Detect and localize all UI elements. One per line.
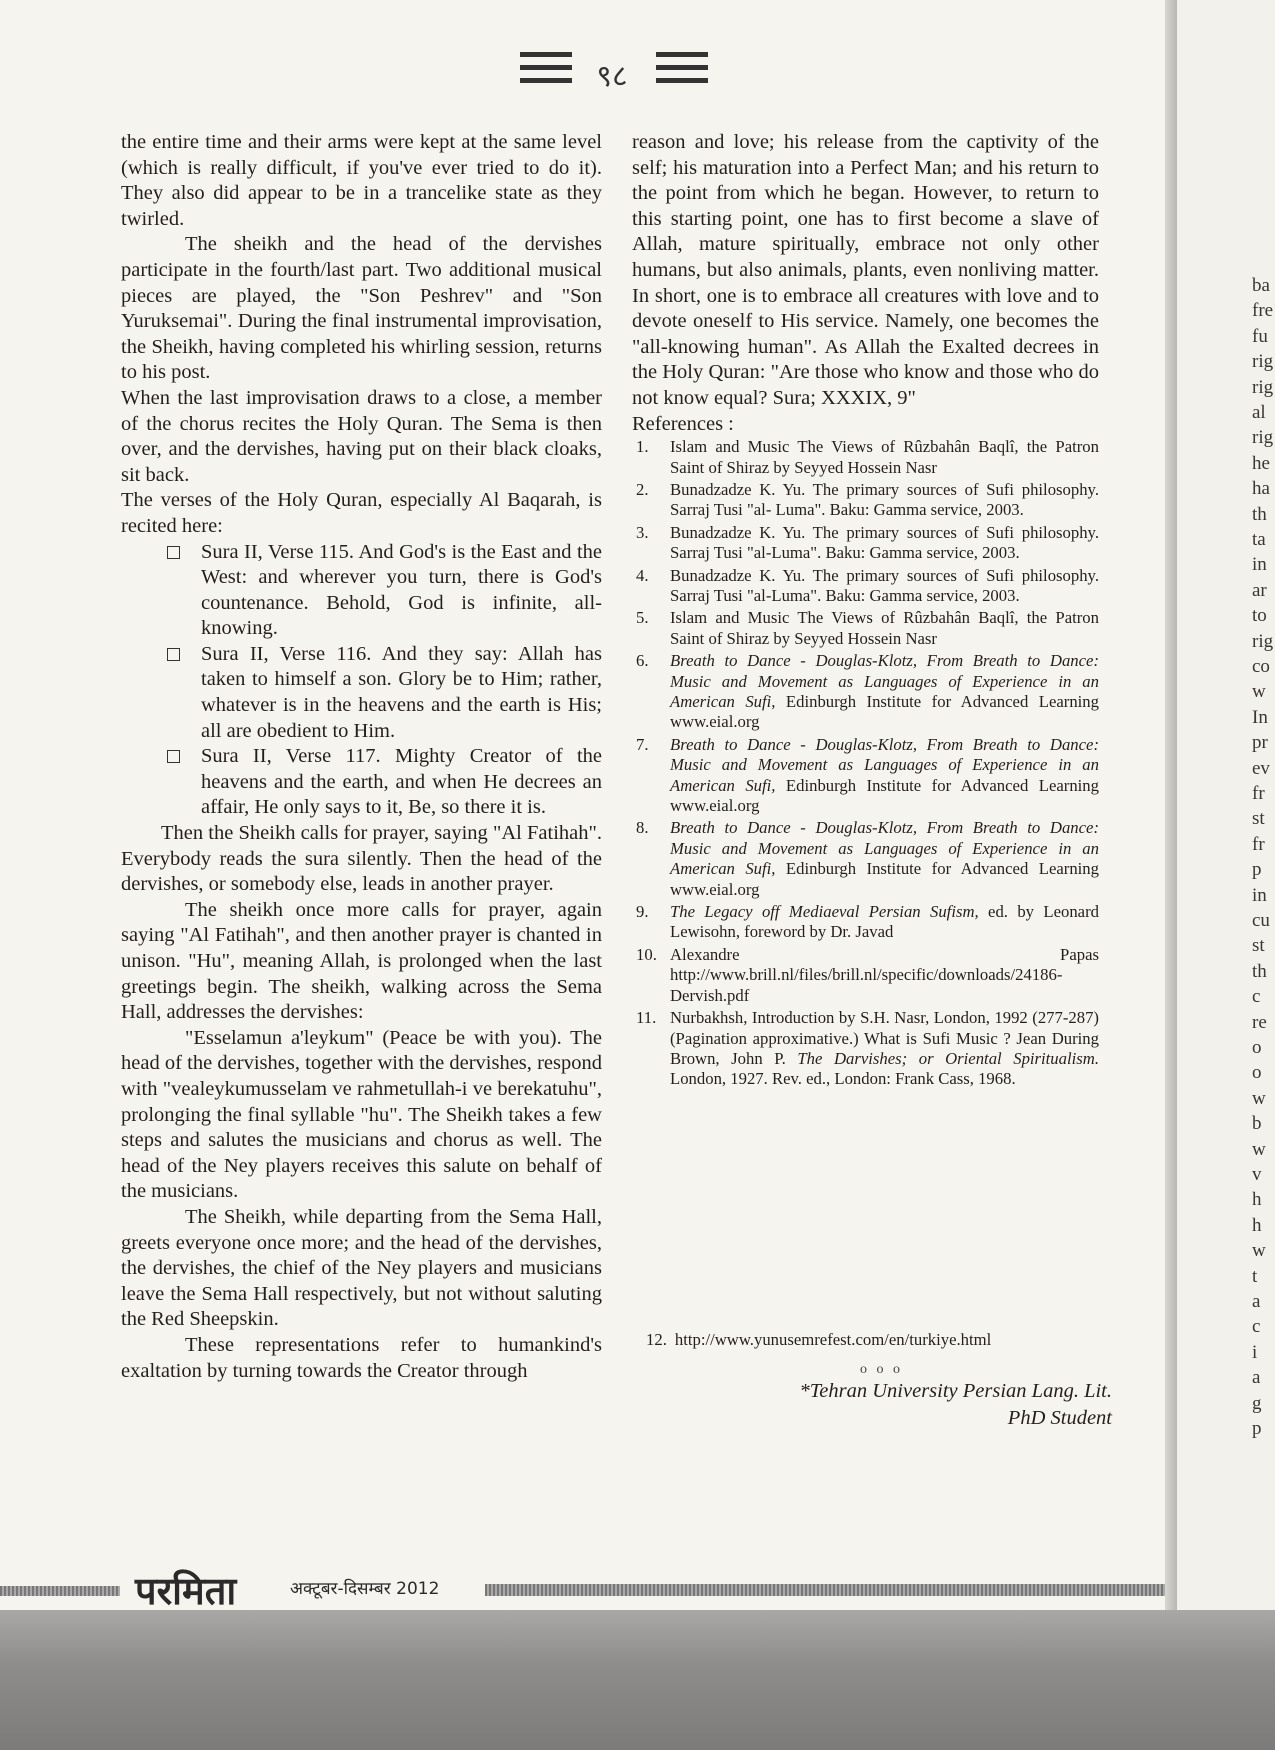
author-note: *Tehran University Persian Lang. Lit. PhD Student: [799, 1380, 1112, 1429]
facing-page-fragment: h: [1252, 1189, 1262, 1211]
facing-page-fragment: rig: [1252, 427, 1274, 449]
facing-page-fragment: th: [1252, 503, 1267, 525]
facing-page-fragment: v: [1252, 1164, 1262, 1185]
reference-item: 2. Bunadzadze K. Yu. The primary sources of Sufi philosophy. Sarraj Tusi "al- Luma". Baku: Gamma service, 2003.: [636, 479, 1099, 520]
reference-item: 4. Bunadzadze K. Yu. The primary sources of Sufi philosophy. Sarraj Tusi "al-Luma". Baku: Gamma service, 2003.: [636, 565, 1099, 605]
page-number: ९८: [596, 60, 628, 93]
reference-item: 5. Islam and Music The Views of Rûzbahân Baqlî, the Patron Saint of Shiraz by Seyyed Hossein Nasr: [636, 608, 1099, 648]
checkbox-bullet-icon: [167, 750, 180, 763]
reference-item: 3. Bunadzadze K. Yu. The primary sources of Sufi philosophy. Sarraj Tusi "al-Luma". Baku: Gamma service, 2003.: [636, 522, 1099, 563]
facing-page-fragment: In: [1252, 706, 1268, 728]
paragraph: When the last improvisation draws to a close, a member of the chorus recites the Holy Quran. The Sema is then over, and the dervishes, having put on their black cloaks, sit back.: [121, 386, 602, 486]
reference-item: 6. Breath to Dance - Douglas-Klotz, From Breath to Dance: Music and Movement as Languages of Experience in an American Sufi, Edinburgh Institute for Advanced Learning www.eial.org: [636, 651, 1099, 732]
facing-page-fragment: i: [1252, 1341, 1258, 1363]
facing-page-fragment: st: [1252, 935, 1265, 957]
paragraph: The Sheikh, while departing from the Sema Hall, greets everyone once more; and the head of the dervishes, the dervishes, the chief of the Ney players and musicians leave the Sema Hall respectively, but not without saluting the Red Sheepskin.: [121, 1205, 602, 1331]
facing-page-fragment: fr: [1252, 783, 1265, 804]
paragraph: "Esselamun a'leykum" (Peace be with you). The head of the dervishes, together with the dervishes, respond with "vealeykumusselam ve rahmetullah-i ve berekatuhu", prolonging the final syllable "hu". The Sheikh takes a few steps and salutes the musicians and chorus as well. The head of the Ney players receives this salute on behalf of the musicians.: [121, 1026, 602, 1203]
facing-page-fragment: co: [1252, 656, 1270, 677]
reference-item: 8. Breath to Dance - Douglas-Klotz, From Breath to Dance: Music and Movement as Languages of Experience in an American Sufi, Edinburgh Institute for Advanced Learning www.eial.org: [636, 818, 1099, 899]
verse-item: Sura II, Verse 115. And God's is the East and the West: and wherever you turn, there is God's countenance. Behold, God is infinite, all-knowing.: [121, 540, 602, 642]
checkbox-bullet-icon: [167, 648, 180, 661]
facing-page-edge: [1177, 0, 1275, 1610]
facing-page-fragment: g: [1252, 1392, 1262, 1414]
facing-page-fragment: o: [1252, 1062, 1262, 1084]
paragraph: The sheikh once more calls for prayer, again saying "Al Fatihah", and then another prayer is chanted in unison. "Hu", meaning Allah, is prolonged when the last greetings begin. The sheikh, walking across the Sema Hall, addresses the dervishes:: [121, 898, 602, 1024]
facing-page-fragment: h: [1252, 1214, 1262, 1236]
reference-item: 7. Breath to Dance - Douglas-Klotz, From Breath to Dance: Music and Movement as Languages of Experience in an American Sufi, Edinburgh Institute for Advanced Learning www.eial.org: [636, 734, 1099, 816]
facing-page-fragment: rig: [1252, 351, 1274, 373]
verse-item: Sura II, Verse 116. And they say: Allah has taken to himself a son. Glory be to Him; rather, whatever is in the heavens and the earth is His; all are obedient to Him.: [121, 642, 602, 744]
facing-page-fragment: rig: [1252, 376, 1274, 398]
reference-item: 12. http://www.yunusemrefest.com/en/turkiye.html: [646, 1330, 992, 1349]
page-gutter: [1165, 0, 1177, 1610]
facing-page-fragment: cu: [1252, 910, 1270, 931]
checkbox-bullet-icon: [167, 546, 180, 559]
facing-page-fragment: ba: [1252, 275, 1270, 296]
facing-page-fragment: fr: [1252, 833, 1265, 855]
facing-page-fragment: o: [1252, 1037, 1262, 1058]
separator: o o o: [860, 1362, 903, 1377]
paragraph: reason and love; his release from the captivity of the self; his maturation into a Perfect Man; and his return to the point from which he began. However, to return to this starting point, one has to first become a slave of Allah, mature spiritually, embrace not only other humans, but also animals, plants, even nonliving matter. In short, one is to embrace all creatures with love and to devote oneself to His service. Namely, one becomes the "all-knowing human". As Allah the Exalted decrees in the Holy Quran: "Are those who know and those who do not know equal? Sura; XXXIX, 9": [632, 131, 1099, 409]
facing-page-fragment: p: [1252, 859, 1262, 881]
facing-page-fragment: w: [1252, 1087, 1266, 1109]
facing-page-fragment: rig: [1252, 630, 1274, 652]
footer-rule-right: [485, 1584, 1165, 1596]
facing-page-fragment: in: [1252, 884, 1267, 906]
scan-bottom-shadow: [0, 1610, 1275, 1750]
facing-page-fragment: fu: [1252, 325, 1268, 347]
facing-page-fragment: he: [1252, 452, 1270, 474]
facing-page-fragment: th: [1252, 960, 1267, 982]
paragraph: These representations refer to humankind's exaltation by turning towards the Creator through: [121, 1333, 602, 1382]
page-footer: [0, 1569, 1165, 1613]
facing-page-fragment: ta: [1252, 529, 1266, 550]
right-column: [632, 130, 1099, 1092]
reference-item: 1. Islam and Music The Views of Rûzbahân Baqlî, the Patron Saint of Shiraz by Seyyed Hossein Nasr: [636, 437, 1099, 477]
facing-page-fragment: pr: [1252, 732, 1268, 754]
facing-page-fragment: b: [1252, 1113, 1262, 1135]
references-heading: References :: [632, 412, 734, 435]
facing-page-fragment: t: [1252, 1265, 1258, 1287]
paragraph: Then the Sheikh calls for prayer, saying "Al Fatihah". Everybody reads the sura silently. Then the head of the dervishes, or somebody else, leads in another prayer.: [121, 822, 602, 896]
reference-item: 11. Nurbakhsh, Introduction by S.H. Nasr, London, 1992 (277-287) (Pagination approximative.) What is Sufi Music ? Jean During Brown, John P. The Darvishes; or Oriental Spiritualism. London, 1927. Rev. ed., London: Frank Cass, 1968.: [636, 1008, 1099, 1089]
verse-item: Sura II, Verse 117. Mighty Creator of the heavens and the earth, and when He decrees an affair, He only says to it, Be, so there it is.: [121, 744, 602, 821]
facing-page-fragment: c: [1252, 986, 1261, 1008]
page-header: [520, 40, 700, 100]
paragraph: the entire time and their arms were kept at the same level (which is really difficult, if you've ever tried to do it). They also did appear to be in a trancelike state as they twirled.: [121, 131, 602, 230]
facing-page-fragment: a: [1252, 1291, 1261, 1312]
facing-page-fragment: w: [1252, 681, 1266, 703]
facing-page-fragment: c: [1252, 1316, 1261, 1338]
issue-date: अक्टूबर-दिसम्बर 2012: [290, 1579, 440, 1599]
paragraph: The sheikh and the head of the dervishes participate in the fourth/last part. Two additional musical pieces are played, the "Son Peshrev" and "Son Yuruksemai". During the final instrumental improvisation, the Sheikh, having completed his whirling session, returns to his post.: [121, 233, 602, 384]
references-list: [632, 437, 1099, 1090]
header-ornament-right: [656, 52, 708, 92]
reference-item: 10. Alexandre Papas http://www.brill.nl/files/brill.nl/specific/downloads/24186-Dervish.pdf: [636, 944, 1099, 1005]
facing-page-fragment: p: [1252, 1418, 1262, 1439]
facing-page-fragment: in: [1252, 554, 1267, 576]
facing-page-fragment: to: [1252, 605, 1267, 627]
magazine-title: परमिता: [135, 1569, 237, 1613]
reference-item: 9. The Legacy off Mediaeval Persian Sufism, ed. by Leonard Lewisohn, foreword by Dr. Javad: [636, 902, 1099, 942]
facing-page-fragment: al: [1252, 402, 1266, 423]
footer-rule-left: [0, 1586, 120, 1596]
facing-page-fragment: ha: [1252, 478, 1270, 500]
header-ornament-left: [520, 52, 572, 92]
left-column: [121, 130, 602, 1384]
facing-page-fragment: re: [1252, 1011, 1267, 1033]
facing-page-fragment: ar: [1252, 579, 1267, 601]
facing-page-fragment: w: [1252, 1138, 1266, 1160]
paragraph: The verses of the Holy Quran, especially Al Baqarah, is recited here:: [121, 489, 602, 537]
facing-page-fragment: a: [1252, 1367, 1261, 1389]
facing-page-fragment: fre: [1252, 300, 1274, 322]
facing-page-fragment: w: [1252, 1240, 1266, 1262]
facing-page-fragment: ev: [1252, 757, 1270, 779]
facing-page-fragment: st: [1252, 808, 1265, 830]
